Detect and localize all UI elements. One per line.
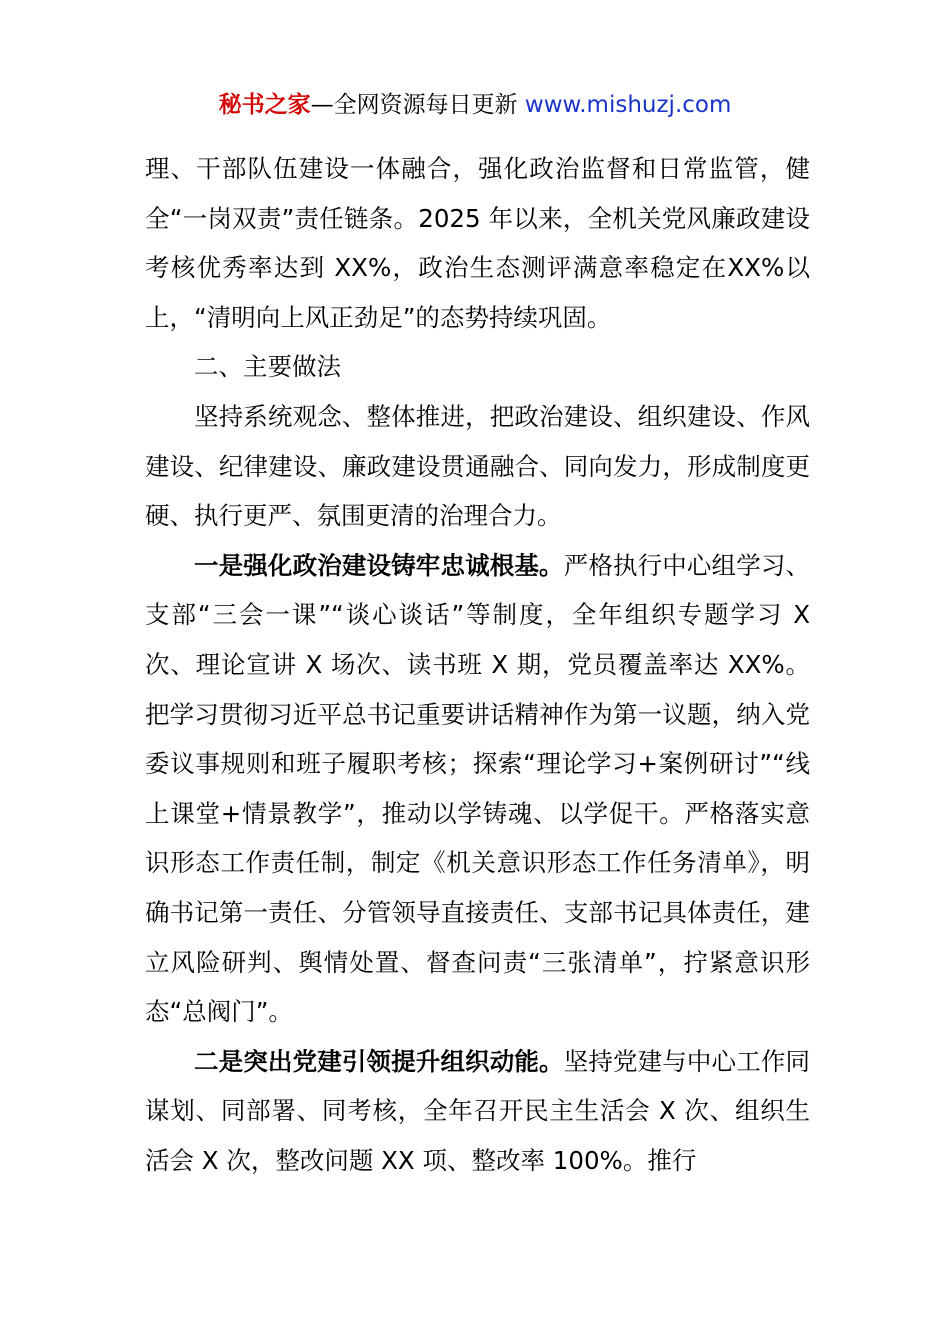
paragraph-lead-political: 一是强化政治建设铸牢忠诚根基。 — [194, 550, 564, 580]
paragraph-text-political: 严格执行中心组学习、支部“三会一课”“谈心谈话”等制度，全年组织专题学习 X 次、理论宣讲 X 场次、读书班 X 期，党员覆盖率达 XX%。把学习贯彻习近平总书记重要讲话精神作为第一议题，纳入党委议事规则和班子履职考核；探索“理论学习+案例研讨”“线上课堂+情景教学”，推动以学铸魂、以学促干。严格落实意识形态工作责任制，制定《机关意识形态工作任务清单》，明确书记第一责任、分管领导直接责任、支部书记具体责任，建立风险研判、舆情处置、督查问责“三张清单”，拧紧意识形态“总阀门”。 — [145, 550, 810, 1027]
site-url-link[interactable]: www.mishuzj.com — [524, 92, 732, 118]
page-header — [0, 88, 950, 122]
paragraph-party-building — [145, 1037, 810, 1186]
paragraph-continued: 理、干部队伍建设一体融合，强化政治监督和日常监管，健全“一岗双责”责任链条。2025 年以来，全机关党风廉政建设考核优秀率达到 XX%，政治生态测评满意率稳定在XX%以上，“清明向上风正劲足”的态势持续巩固。 — [145, 154, 810, 332]
paragraph-lead-party: 二是突出党建引领提升组织动能。 — [194, 1046, 564, 1076]
paragraph-political-building — [145, 541, 810, 1037]
document-body — [145, 144, 810, 1185]
section-heading: 二、主要做法 — [194, 352, 341, 382]
header-tagline: —全网资源每日更新 — [310, 92, 518, 118]
paragraph-text-party: 坚持党建与中心工作同谋划、同部署、同考核，全年召开民主生活会 X 次、组织生活会 X 次，整改问题 XX 项、整改率 100%。推行 — [145, 1046, 810, 1175]
paragraph-overview: 坚持系统观念、整体推进，把政治建设、组织建设、作风建设、纪律建设、廉政建设贯通融合、同向发力，形成制度更硬、执行更严、氛围更清的治理合力。 — [145, 401, 810, 531]
brand-name: 秘书之家 — [218, 92, 311, 118]
